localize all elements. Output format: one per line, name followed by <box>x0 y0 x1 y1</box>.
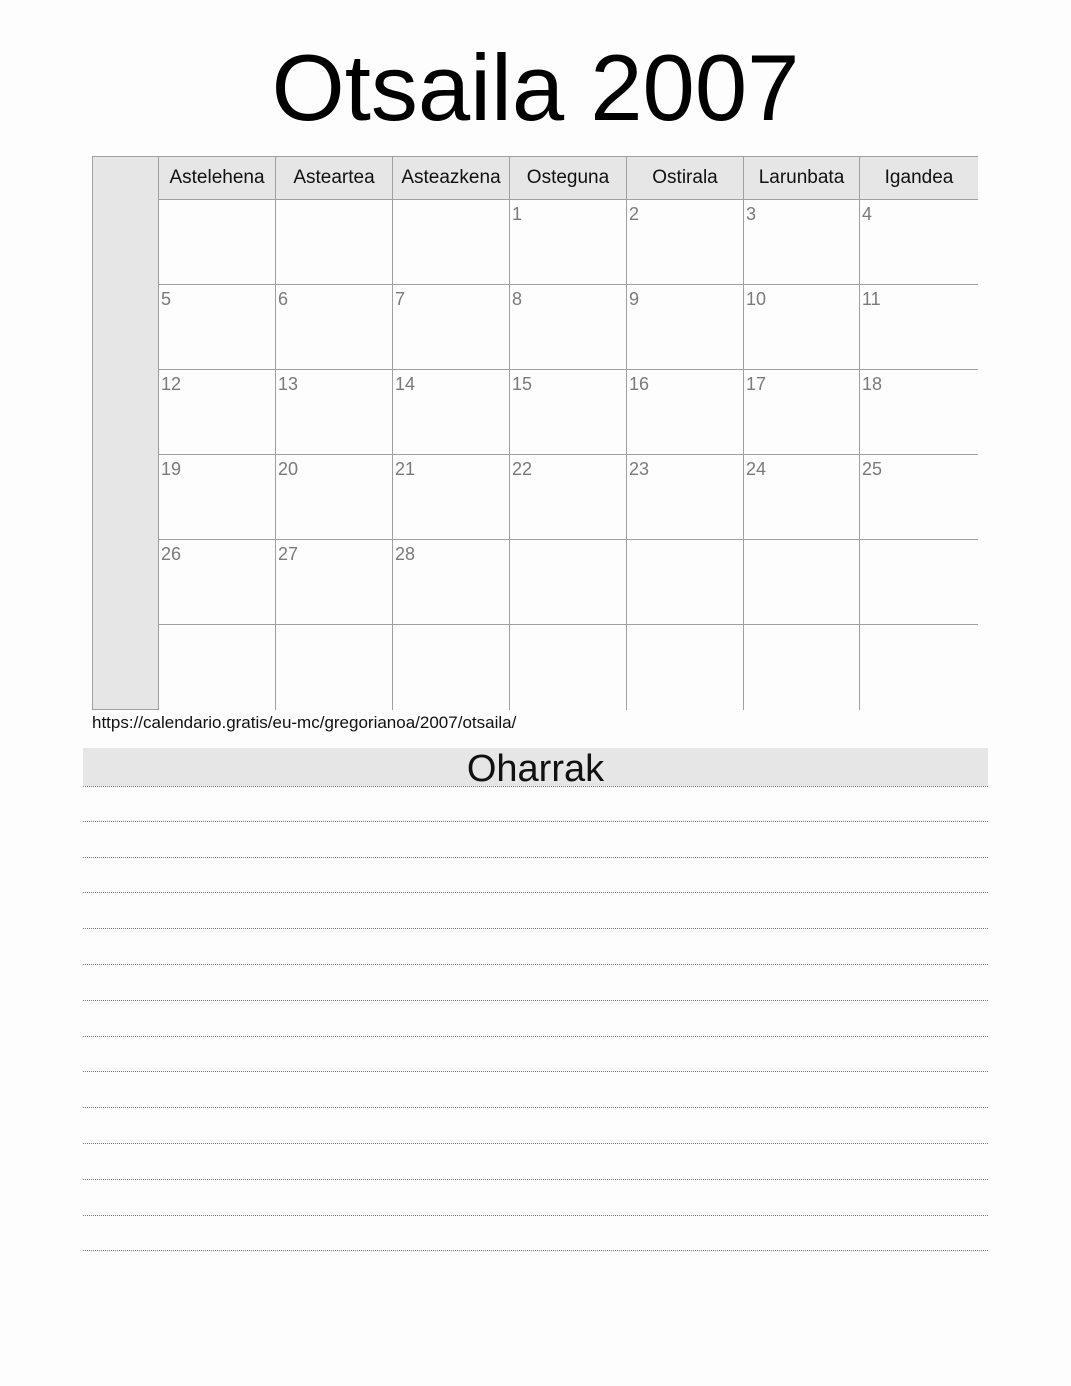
day-number: 2 <box>629 204 640 224</box>
day-cell <box>859 199 978 284</box>
day-cell <box>626 539 743 624</box>
day-cell <box>743 199 859 284</box>
day-cell <box>859 454 978 539</box>
day-cell <box>509 454 626 539</box>
page-title: Otsaila 2007 <box>271 35 800 140</box>
note-line <box>83 858 988 894</box>
day-cell <box>626 284 743 369</box>
day-cell <box>859 624 978 710</box>
weekday-header: Osteguna <box>509 156 626 199</box>
note-line <box>83 1072 988 1108</box>
note-line <box>83 1216 988 1252</box>
day-number: 26 <box>161 544 182 564</box>
day-number: 9 <box>629 289 640 309</box>
day-cell <box>626 454 743 539</box>
calendar-grid <box>92 156 977 710</box>
note-line <box>83 893 988 929</box>
day-cell <box>743 539 859 624</box>
day-number: 21 <box>395 459 416 479</box>
day-number: 17 <box>746 374 767 394</box>
day-cell <box>743 624 859 710</box>
day-number: 15 <box>512 374 533 394</box>
day-number: 25 <box>862 459 883 479</box>
day-number: 19 <box>161 459 182 479</box>
day-number: 1 <box>512 204 523 224</box>
day-cell <box>275 539 392 624</box>
note-line <box>83 786 988 822</box>
note-line <box>83 1144 988 1180</box>
day-cell <box>626 369 743 454</box>
day-number: 20 <box>278 459 299 479</box>
day-cell <box>743 369 859 454</box>
day-cell <box>509 284 626 369</box>
weekday-header: Asteazkena <box>392 156 509 199</box>
day-cell <box>743 454 859 539</box>
day-number: 12 <box>161 374 182 394</box>
note-line <box>83 929 988 965</box>
day-number: 27 <box>278 544 299 564</box>
day-cell <box>743 284 859 369</box>
day-cell <box>158 539 275 624</box>
day-cell <box>158 199 275 284</box>
source-url: https://calendario.gratis/eu-mc/gregorianoa/2007/otsaila/ <box>92 713 517 732</box>
day-number: 8 <box>512 289 523 309</box>
day-number: 6 <box>278 289 289 309</box>
day-number: 16 <box>629 374 650 394</box>
day-number: 22 <box>512 459 533 479</box>
notes-title: Oharrak <box>83 748 988 786</box>
calendar-days <box>158 156 978 710</box>
day-cell <box>859 284 978 369</box>
day-number: 5 <box>161 289 172 309</box>
weekday-header: Asteartea <box>275 156 392 199</box>
weekday-header: Igandea <box>859 156 978 199</box>
day-number: 11 <box>862 289 881 309</box>
note-line <box>83 1037 988 1073</box>
day-number: 10 <box>746 289 767 309</box>
day-cell <box>275 454 392 539</box>
day-cell <box>275 284 392 369</box>
day-cell <box>158 284 275 369</box>
note-line <box>83 1108 988 1144</box>
note-line <box>83 965 988 1001</box>
day-cell <box>509 199 626 284</box>
day-cell <box>158 369 275 454</box>
day-cell <box>392 369 509 454</box>
weekday-header: Ostirala <box>626 156 743 199</box>
day-number: 28 <box>395 544 416 564</box>
day-number: 18 <box>862 374 883 394</box>
day-cell <box>509 539 626 624</box>
day-number: 23 <box>629 459 650 479</box>
day-cell <box>392 199 509 284</box>
day-number: 7 <box>395 289 406 309</box>
day-cell <box>626 624 743 710</box>
day-number: 13 <box>278 374 299 394</box>
notes-lines <box>83 786 988 1251</box>
day-cell <box>509 369 626 454</box>
day-cell <box>859 369 978 454</box>
note-line <box>83 1180 988 1216</box>
day-cell <box>392 284 509 369</box>
day-cell <box>275 624 392 710</box>
day-cell <box>158 454 275 539</box>
weekday-header: Larunbata <box>743 156 859 199</box>
day-number: 4 <box>862 204 873 224</box>
note-line <box>83 1001 988 1037</box>
day-number: 3 <box>746 204 757 224</box>
day-cell <box>275 369 392 454</box>
day-cell <box>275 199 392 284</box>
day-cell <box>392 454 509 539</box>
day-cell <box>509 624 626 710</box>
weekday-header: Astelehena <box>158 156 275 199</box>
day-cell <box>859 539 978 624</box>
day-cell <box>158 624 275 710</box>
day-number: 14 <box>395 374 416 394</box>
day-cell <box>392 539 509 624</box>
note-line <box>83 822 988 858</box>
day-number: 24 <box>746 459 767 479</box>
day-cell <box>392 624 509 710</box>
day-cell <box>626 199 743 284</box>
